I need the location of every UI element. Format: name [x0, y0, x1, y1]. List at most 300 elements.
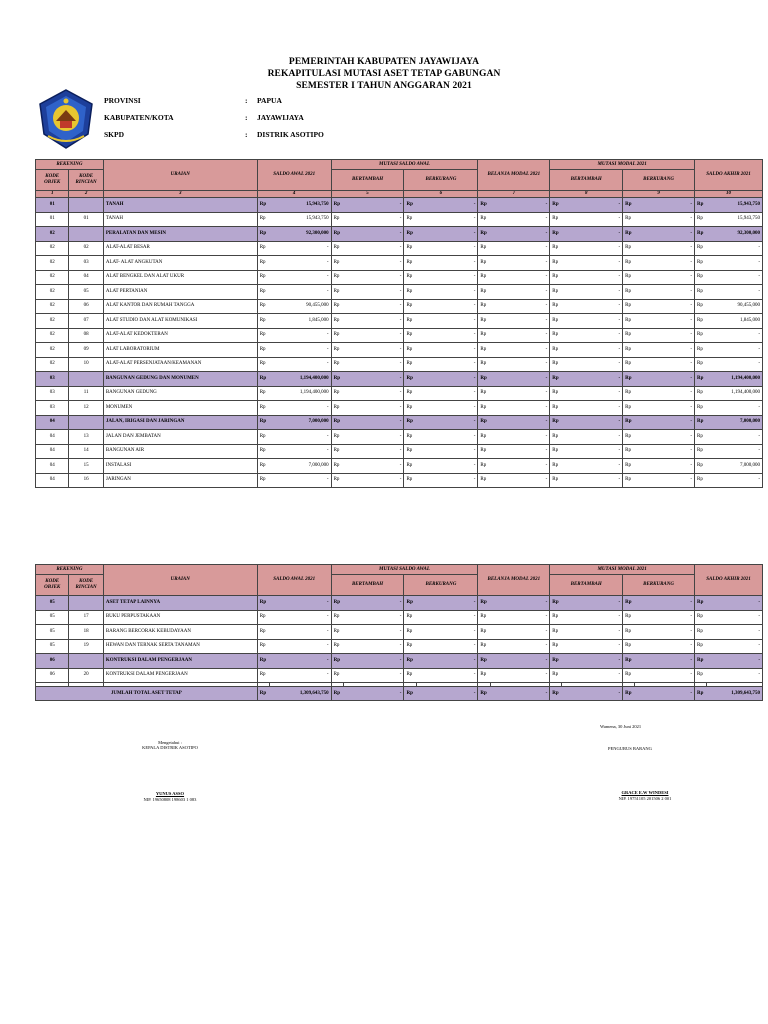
amount: - [416, 625, 478, 640]
kode-rincian: 17 [69, 610, 103, 625]
table-row [36, 241, 763, 256]
currency-label: Rp [550, 401, 562, 416]
amount: - [269, 270, 331, 285]
currency-label: Rp [623, 687, 635, 701]
amount: - [707, 639, 763, 654]
amount: - [707, 241, 763, 256]
amount: - [562, 610, 623, 625]
currency-label: Rp [550, 639, 562, 654]
amount: - [562, 459, 623, 474]
currency-label: Rp [623, 596, 635, 611]
currency-label: Rp [623, 270, 635, 285]
amount: - [490, 299, 550, 314]
amount: - [416, 610, 478, 625]
amount: 7,000,000 [269, 459, 331, 474]
col-belanja-modal: BELANJA MODAL 2021 [478, 565, 550, 596]
currency-label: Rp [404, 314, 416, 329]
currency-label: Rp [331, 372, 343, 387]
uraian: JALAN, IRIGASI DAN JARINGAN [103, 415, 257, 430]
amount: - [416, 357, 478, 372]
amount: - [707, 328, 763, 343]
currency-label: Rp [695, 314, 707, 329]
category-row [36, 372, 763, 387]
amount: - [269, 639, 331, 654]
amount: - [269, 241, 331, 256]
currency-label: Rp [331, 270, 343, 285]
amount: - [490, 343, 550, 358]
currency-label: Rp [478, 444, 490, 459]
header-line-1: PEMERINTAH KABUPATEN JAYAWIJAYA [288, 57, 480, 67]
amount: - [416, 639, 478, 654]
amount: - [490, 285, 550, 300]
currency-label: Rp [331, 299, 343, 314]
uraian: BANGUNAN GEDUNG DAN MONUMEN [103, 372, 257, 387]
amount: - [490, 459, 550, 474]
kode-objek: 02 [36, 357, 69, 372]
table-row [36, 668, 763, 683]
amount: 90,455,000 [707, 299, 763, 314]
category-row [36, 198, 763, 213]
currency-label: Rp [478, 227, 490, 242]
amount: - [562, 314, 623, 329]
currency-label: Rp [478, 415, 490, 430]
kode-objek: 02 [36, 285, 69, 300]
amount: - [562, 654, 623, 669]
currency-label: Rp [550, 314, 562, 329]
currency-label: Rp [695, 687, 707, 701]
table-row [36, 639, 763, 654]
currency-label: Rp [331, 444, 343, 459]
currency-label: Rp [478, 270, 490, 285]
currency-label: Rp [404, 401, 416, 416]
amount: - [562, 198, 623, 213]
currency-label: Rp [331, 343, 343, 358]
table-row [36, 314, 763, 329]
amount: - [490, 473, 550, 488]
currency-label: Rp [478, 372, 490, 387]
col-index: 10 [695, 191, 763, 198]
amount: - [707, 430, 763, 445]
kode-objek: 02 [36, 328, 69, 343]
amount: - [416, 241, 478, 256]
col-uraian: URAIAN [103, 565, 257, 596]
amount: - [562, 444, 623, 459]
amount: - [635, 328, 695, 343]
uraian: KONTRUKSI DALAM PENGERJAAN [103, 668, 257, 683]
category-row [36, 596, 763, 611]
amount: - [343, 386, 404, 401]
amount: 1,194,400,000 [707, 386, 763, 401]
uraian: ALAT BENGKEL DAN ALAT UKUR [103, 270, 257, 285]
amount: - [343, 372, 404, 387]
currency-label: Rp [695, 343, 707, 358]
currency-label: Rp [695, 270, 707, 285]
amount: 7,000,000 [269, 415, 331, 430]
kode-objek: 04 [36, 444, 69, 459]
report-header [0, 56, 768, 92]
currency-label: Rp [695, 241, 707, 256]
amount: - [269, 596, 331, 611]
amount: - [635, 444, 695, 459]
amount: - [416, 386, 478, 401]
amount: - [416, 227, 478, 242]
amount: - [490, 270, 550, 285]
col-uraian: URAIAN [103, 160, 257, 191]
amount: - [707, 625, 763, 640]
col-belanja-modal: BELANJA MODAL 2021 [478, 160, 550, 191]
amount: 1,309,643,750 [269, 687, 331, 701]
amount: - [343, 357, 404, 372]
currency-label: Rp [550, 227, 562, 242]
amount: - [490, 357, 550, 372]
amount: - [269, 430, 331, 445]
table-row [36, 299, 763, 314]
header-row [36, 160, 763, 170]
currency-label: Rp [478, 401, 490, 416]
currency-label: Rp [257, 610, 269, 625]
amount: - [562, 285, 623, 300]
currency-label: Rp [695, 285, 707, 300]
kode-rincian: 16 [69, 473, 103, 488]
amount: - [562, 343, 623, 358]
amount: - [707, 596, 763, 611]
col-index: 2 [69, 191, 103, 198]
uraian: ALAT STUDIO DAN ALAT KOMUNIKASI [103, 314, 257, 329]
currency-label: Rp [331, 473, 343, 488]
col-berkurang: BERKURANG [623, 575, 695, 596]
currency-label: Rp [550, 610, 562, 625]
kode-objek: 03 [36, 401, 69, 416]
amount: - [343, 444, 404, 459]
amount: 1,194,400,000 [707, 372, 763, 387]
table-row [36, 444, 763, 459]
amount: 90,455,000 [269, 299, 331, 314]
currency-label: Rp [623, 328, 635, 343]
amount: - [269, 668, 331, 683]
currency-label: Rp [550, 299, 562, 314]
amount: - [562, 227, 623, 242]
amount: - [635, 372, 695, 387]
amount: - [635, 343, 695, 358]
kode-objek: 02 [36, 227, 69, 242]
amount: - [490, 227, 550, 242]
col-mutasi-saldo-awal: MUTASI SALDO AWAL [331, 160, 478, 170]
currency-label: Rp [257, 415, 269, 430]
currency-label: Rp [331, 401, 343, 416]
currency-label: Rp [404, 415, 416, 430]
currency-label: Rp [257, 473, 269, 488]
amount: - [343, 256, 404, 271]
currency-label: Rp [550, 415, 562, 430]
kode-objek: 05 [36, 625, 69, 640]
table-row [36, 473, 763, 488]
currency-label: Rp [404, 212, 416, 227]
kode-rincian: 04 [69, 270, 103, 285]
currency-label: Rp [404, 473, 416, 488]
amount: - [562, 241, 623, 256]
col-kode-objek: KODE OBJEK [36, 575, 69, 596]
kode-rincian [69, 198, 103, 213]
amount: - [343, 459, 404, 474]
amount: - [562, 299, 623, 314]
currency-label: Rp [623, 430, 635, 445]
currency-label: Rp [478, 639, 490, 654]
amount: - [562, 212, 623, 227]
currency-label: Rp [623, 299, 635, 314]
currency-label: Rp [331, 654, 343, 669]
amount: - [562, 625, 623, 640]
currency-label: Rp [623, 372, 635, 387]
kode-objek: 02 [36, 314, 69, 329]
kode-rincian: 03 [69, 256, 103, 271]
currency-label: Rp [331, 198, 343, 213]
currency-label: Rp [404, 241, 416, 256]
kode-objek: 02 [36, 256, 69, 271]
currency-label: Rp [550, 270, 562, 285]
currency-label: Rp [257, 596, 269, 611]
amount: - [269, 256, 331, 271]
currency-label: Rp [331, 668, 343, 683]
currency-label: Rp [404, 299, 416, 314]
currency-label: Rp [331, 415, 343, 430]
currency-label: Rp [331, 459, 343, 474]
amount: - [416, 285, 478, 300]
currency-label: Rp [550, 668, 562, 683]
currency-label: Rp [623, 444, 635, 459]
amount: - [707, 444, 763, 459]
currency-label: Rp [257, 668, 269, 683]
currency-label: Rp [623, 198, 635, 213]
kode-objek: 04 [36, 459, 69, 474]
currency-label: Rp [257, 328, 269, 343]
col-saldo-awal: SALDO AWAL 2021 [257, 160, 331, 191]
amount: - [416, 314, 478, 329]
amount: 15,943,750 [269, 198, 331, 213]
currency-label: Rp [550, 386, 562, 401]
table-row [36, 401, 763, 416]
amount: - [490, 596, 550, 611]
currency-label: Rp [478, 212, 490, 227]
amount: - [343, 314, 404, 329]
currency-label: Rp [623, 415, 635, 430]
amount: - [343, 285, 404, 300]
col-index: 1 [36, 191, 69, 198]
currency-label: Rp [478, 285, 490, 300]
uraian: JALAN DAN JEMBATAN [103, 430, 257, 445]
amount: - [416, 687, 478, 701]
currency-label: Rp [331, 241, 343, 256]
amount: - [416, 668, 478, 683]
amount: - [562, 639, 623, 654]
kode-rincian: 09 [69, 343, 103, 358]
amount: - [635, 415, 695, 430]
currency-label: Rp [695, 459, 707, 474]
currency-label: Rp [695, 473, 707, 488]
col-kode-objek: KODE OBJEK [36, 170, 69, 191]
amount: - [416, 596, 478, 611]
currency-label: Rp [257, 314, 269, 329]
currency-label: Rp [623, 357, 635, 372]
amount: - [416, 343, 478, 358]
currency-label: Rp [331, 625, 343, 640]
total-label: JUMLAH TOTAL ASET TETAP [36, 687, 258, 701]
kode-rincian [69, 415, 103, 430]
currency-label: Rp [623, 625, 635, 640]
col-berkurang: BERKURANG [404, 170, 478, 191]
currency-label: Rp [695, 299, 707, 314]
amount: - [635, 314, 695, 329]
amount: 1,845,000 [269, 314, 331, 329]
currency-label: Rp [623, 314, 635, 329]
currency-label: Rp [550, 372, 562, 387]
currency-label: Rp [623, 241, 635, 256]
currency-label: Rp [550, 625, 562, 640]
kode-objek: 04 [36, 473, 69, 488]
currency-label: Rp [623, 386, 635, 401]
uraian: MONUMEN [103, 401, 257, 416]
currency-label: Rp [550, 241, 562, 256]
currency-label: Rp [404, 459, 416, 474]
col-index: 3 [103, 191, 257, 198]
kode-rincian: 02 [69, 241, 103, 256]
kode-rincian: 14 [69, 444, 103, 459]
amount: - [416, 270, 478, 285]
kode-objek: 01 [36, 212, 69, 227]
currency-label: Rp [623, 401, 635, 416]
currency-label: Rp [478, 473, 490, 488]
currency-label: Rp [550, 212, 562, 227]
table-row [36, 270, 763, 285]
table-row [36, 212, 763, 227]
total-row [36, 687, 763, 701]
currency-label: Rp [257, 654, 269, 669]
currency-label: Rp [550, 343, 562, 358]
amount: - [416, 212, 478, 227]
kode-rincian [69, 227, 103, 242]
currency-label: Rp [478, 459, 490, 474]
currency-label: Rp [623, 610, 635, 625]
currency-label: Rp [404, 430, 416, 445]
currency-label: Rp [331, 386, 343, 401]
amount: - [562, 430, 623, 445]
currency-label: Rp [695, 386, 707, 401]
amount: - [416, 299, 478, 314]
currency-label: Rp [550, 459, 562, 474]
amount: - [269, 473, 331, 488]
uraian: ALAT PERTANIAN [103, 285, 257, 300]
currency-label: Rp [331, 596, 343, 611]
currency-label: Rp [404, 227, 416, 242]
currency-label: Rp [404, 610, 416, 625]
currency-label: Rp [478, 328, 490, 343]
index-row [36, 191, 763, 198]
currency-label: Rp [404, 654, 416, 669]
amount: - [635, 668, 695, 683]
kode-rincian: 05 [69, 285, 103, 300]
uraian: ALAT-ALAT BESAR [103, 241, 257, 256]
currency-label: Rp [478, 687, 490, 701]
col-index: 6 [404, 191, 478, 198]
currency-label: Rp [550, 444, 562, 459]
currency-label: Rp [478, 386, 490, 401]
uraian: TANAH [103, 198, 257, 213]
currency-label: Rp [550, 328, 562, 343]
amount: - [707, 270, 763, 285]
currency-label: Rp [331, 430, 343, 445]
kode-rincian [69, 654, 103, 669]
amount: - [343, 639, 404, 654]
amount: 15,943,750 [269, 212, 331, 227]
amount: - [269, 444, 331, 459]
col-rekening: REKENING [36, 160, 104, 170]
col-index: 4 [257, 191, 331, 198]
amount: - [635, 198, 695, 213]
currency-label: Rp [695, 654, 707, 669]
currency-label: Rp [478, 314, 490, 329]
amount: - [635, 357, 695, 372]
currency-label: Rp [257, 430, 269, 445]
currency-label: Rp [695, 415, 707, 430]
amount: - [416, 459, 478, 474]
amount: - [343, 227, 404, 242]
currency-label: Rp [695, 625, 707, 640]
amount: - [635, 285, 695, 300]
amount: - [343, 241, 404, 256]
amount: - [490, 401, 550, 416]
amount: - [343, 596, 404, 611]
currency-label: Rp [623, 639, 635, 654]
amount: - [707, 256, 763, 271]
col-index: 5 [331, 191, 404, 198]
currency-label: Rp [404, 444, 416, 459]
kode-rincian: 06 [69, 299, 103, 314]
uraian: BANGUNAN GEDUNG [103, 386, 257, 401]
kode-rincian: 10 [69, 357, 103, 372]
currency-label: Rp [695, 256, 707, 271]
col-berkurang: BERKURANG [404, 575, 478, 596]
amount: - [343, 668, 404, 683]
kode-rincian [69, 372, 103, 387]
amount: - [416, 415, 478, 430]
kode-rincian: 13 [69, 430, 103, 445]
kode-rincian: 11 [69, 386, 103, 401]
currency-label: Rp [550, 430, 562, 445]
amount: 7,000,000 [707, 459, 763, 474]
amount: 1,194,400,000 [269, 372, 331, 387]
amount: - [707, 357, 763, 372]
currency-label: Rp [404, 639, 416, 654]
uraian: INSTALASI [103, 459, 257, 474]
amount: - [635, 212, 695, 227]
amount: - [635, 401, 695, 416]
currency-label: Rp [404, 687, 416, 701]
currency-label: Rp [695, 372, 707, 387]
amount: - [343, 343, 404, 358]
amount: - [562, 256, 623, 271]
amount: - [562, 401, 623, 416]
amount: 15,943,750 [707, 198, 763, 213]
kode-objek: 04 [36, 430, 69, 445]
kode-rincian: 01 [69, 212, 103, 227]
amount: - [343, 212, 404, 227]
kode-objek: 03 [36, 386, 69, 401]
col-bertambah: BERTAMBAH [550, 170, 623, 191]
currency-label: Rp [404, 386, 416, 401]
currency-label: Rp [257, 625, 269, 640]
amount: - [416, 372, 478, 387]
uraian: ALAT- ALAT ANGKUTAN [103, 256, 257, 271]
currency-label: Rp [478, 654, 490, 669]
